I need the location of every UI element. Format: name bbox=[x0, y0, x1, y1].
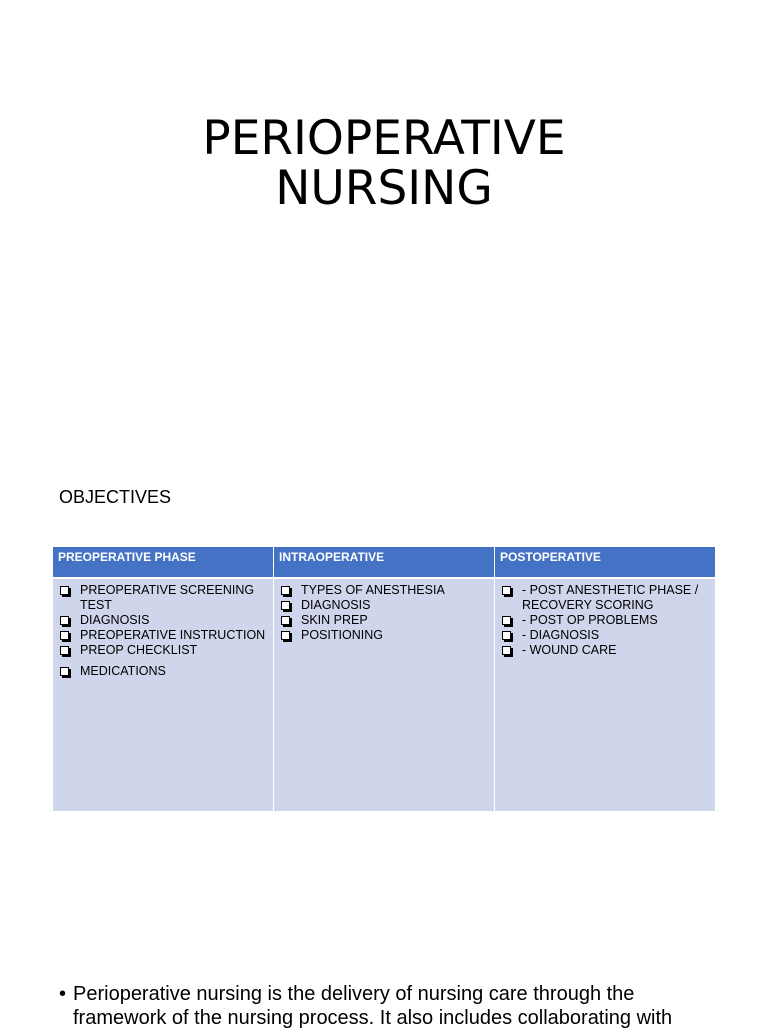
checkbox-square-icon bbox=[281, 601, 290, 610]
list-item bbox=[58, 664, 268, 679]
checkbox-square-icon bbox=[502, 631, 511, 640]
table-header-postoperative: POSTOPERATIVE bbox=[494, 547, 715, 579]
checkbox-square-icon bbox=[502, 586, 511, 595]
list-item-label: PREOP CHECKLIST bbox=[80, 643, 198, 657]
checkbox-square-icon bbox=[502, 646, 511, 655]
table-header-intraoperative: INTRAOPERATIVE bbox=[273, 547, 494, 579]
intro-paragraph-text: Perioperative nursing is the delivery of nursing care through the framework of the nursing process. It also includes collaborating with bbox=[73, 983, 673, 1029]
checkbox-square-icon bbox=[281, 616, 290, 625]
list-item bbox=[500, 583, 710, 613]
checkbox-square-icon bbox=[60, 631, 69, 640]
list-item bbox=[279, 598, 489, 613]
list-item-label: PREOPERATIVE INSTRUCTION bbox=[80, 628, 266, 642]
list-item-label: TYPES OF ANESTHESIA bbox=[301, 583, 445, 597]
list-item-label: - DIAGNOSIS bbox=[522, 628, 600, 642]
list-item bbox=[279, 613, 489, 628]
list-item bbox=[500, 628, 710, 643]
page-title bbox=[0, 111, 768, 216]
list-item-label: - WOUND CARE bbox=[522, 643, 617, 657]
table-cell-postoperative bbox=[494, 579, 715, 811]
list-item bbox=[58, 613, 268, 628]
checkbox-square-icon bbox=[60, 646, 69, 655]
list-item-label: PREOPERATIVE SCREENING TEST bbox=[80, 583, 255, 612]
checkbox-square-icon bbox=[281, 586, 290, 595]
objectives-heading: OBJECTIVES bbox=[59, 487, 172, 507]
list-item bbox=[58, 643, 268, 658]
objectives-table bbox=[53, 547, 715, 811]
intro-paragraph bbox=[59, 982, 719, 1030]
checkbox-square-icon bbox=[60, 616, 69, 625]
list-item-label: DIAGNOSIS bbox=[80, 613, 150, 627]
list-item bbox=[279, 628, 489, 643]
list-item bbox=[58, 583, 268, 613]
list-item-label: - POST OP PROBLEMS bbox=[522, 613, 658, 627]
list-item bbox=[500, 643, 710, 658]
list-item-label: POSITIONING bbox=[301, 628, 383, 642]
list-item bbox=[58, 628, 268, 643]
list-item bbox=[279, 583, 489, 598]
bullet-icon: • bbox=[59, 983, 67, 1005]
checkbox-square-icon bbox=[281, 631, 290, 640]
list-item-label: DIAGNOSIS bbox=[301, 598, 371, 612]
table-cell-intraoperative bbox=[273, 579, 494, 811]
checkbox-square-icon bbox=[60, 586, 69, 595]
checkbox-square-icon bbox=[60, 667, 69, 676]
list-item-label: - POST ANESTHETIC PHASE / RECOVERY SCORING bbox=[522, 583, 699, 612]
title-line-1: PERIOPERATIVE bbox=[202, 111, 566, 166]
checkbox-square-icon bbox=[502, 616, 511, 625]
list-item bbox=[500, 613, 710, 628]
list-item-label: MEDICATIONS bbox=[80, 664, 166, 678]
list-item-label: SKIN PREP bbox=[301, 613, 368, 627]
title-line-2: NURSING bbox=[275, 161, 493, 216]
table-cell-preoperative bbox=[53, 579, 273, 811]
table-header-preoperative: PREOPERATIVE PHASE bbox=[53, 547, 273, 579]
